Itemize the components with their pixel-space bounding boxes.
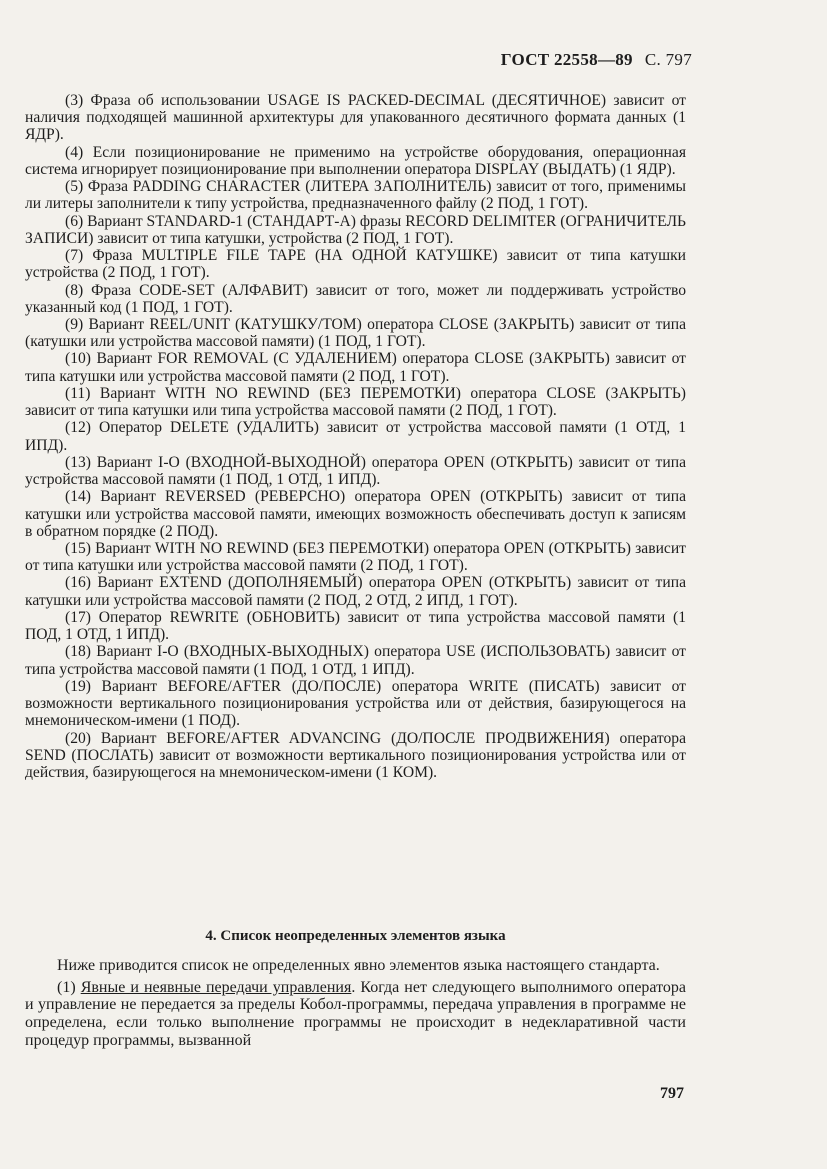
section-intro: Ниже приводится список не определенных явно элементов языка настоящего стандарта.: [57, 957, 660, 974]
list-item: (12) Оператор DELETE (УДАЛИТЬ) зависит от устройства массовой памяти (1 ОТД, 1 ИПД).: [25, 419, 686, 454]
list-item: (8) Фраза CODE-SET (АЛФАВИТ) зависит от того, может ли поддерживать устройство указанный код (1 ПОД, 1 ГОТ).: [25, 281, 686, 316]
page-header: [487, 50, 692, 70]
section-heading: 4. Список неопределенных элементов языка: [205, 928, 506, 944]
list-item: (5) Фраза PADDING CHARACTER (ЛИТЕРА ЗАПОЛНИТЕЛЬ) зависит от того, применимы ли литеры заполнители к типу устройства, предназначенного файлу (2 ПОД, 1 ГОТ).: [25, 178, 686, 213]
list-item: (16) Вариант EXTEND (ДОПОЛНЯЕМЫЙ) оператора OPEN (ОТКРЫТЬ) зависит от типа катушки или устройства массовой памяти (2 ПОД, 2 ОТД, 2 ИПД, 1 ГОТ).: [25, 574, 686, 609]
list-item: (13) Вариант I-O (ВХОДНОЙ-ВЫХОДНОЙ) оператора OPEN (ОТКРЫТЬ) зависит от типа устройства массовой памяти (1 ПОД, 1 ОТД, 1 ИПД).: [25, 453, 686, 489]
list-item: (15) Вариант WITH NO REWIND (БЕЗ ПЕРЕМОТКИ) оператора OPEN (ОТКРЫТЬ) зависит от типа катушки или устройства массовой памяти (2 ПОД, 1 ГОТ).: [25, 540, 686, 575]
list-item: (20) Вариант BEFORE/AFTER ADVANCING (ДО/ПОСЛЕ ПРОДВИЖЕНИЯ) оператора SEND (ПОСЛАТЬ) зависит от возможности вертикального позиционирования устройства или от действия, базирующегося на мнемоническом-имени (1 КОМ).: [25, 729, 686, 781]
list-item: (17) Оператор REWRITE (ОБНОВИТЬ) зависит от типа устройства массовой памяти (1 ПОД, 1 ОТД, 1 ИПД).: [25, 608, 686, 644]
section-body: [25, 957, 686, 1054]
undefined-elements-list: [25, 92, 686, 781]
standard-number: ГОСТ 22558—89: [500, 50, 633, 69]
list-item: (4) Если позиционирование не применимо на устройстве оборудования, операционная система игнорирует позиционирование при выполнении оператора DISPLAY (ВЫДАТЬ) (1 ЯДР).: [25, 143, 686, 178]
section-item-1: [25, 979, 686, 1050]
list-item: (19) Вариант BEFORE/AFTER (ДО/ПОСЛЕ) оператора WRITE (ПИСАТЬ) зависит от возможности вертикального позиционирования устройства или от действия, базирующегося на мнемоническом-имени (1 ПОД).: [25, 677, 686, 730]
list-item: (18) Вариант I-O (ВХОДНЫХ-ВЫХОДНЫХ) оператора USE (ИСПОЛЬЗОВАТЬ) зависит от типа устройства массовой памяти (1 ПОД, 1 ОТД, 1 ИПД).: [25, 643, 686, 678]
item-title: Явные и неявные передачи управления: [80, 978, 352, 996]
list-item: (3) Фраза об использовании USAGE IS PACKED-DECIMAL (ДЕСЯТИЧНОЕ) зависит от наличия подходящей машинной архитектуры для упакованного десятичного формата данных (1 ЯДР).: [25, 92, 686, 144]
page-number: 797: [660, 1085, 684, 1102]
list-item: (11) Вариант WITH NO REWIND (БЕЗ ПЕРЕМОТКИ) оператора CLOSE (ЗАКРЫТЬ) зависит от типа катушки или типа устройства массовой памяти (2 ПОД, 1 ГОТ).: [25, 384, 686, 420]
item-text: . Когда нет следующего выполнимого оператора и управление не передается за пределы Кобол-программы, передача управления в программе не определена, если только выполнение программы не происходит в недекларативной части процедур программы, вызванной: [25, 978, 686, 1049]
list-item: (7) Фраза MULTIPLE FILE TAPE (НА ОДНОЙ КАТУШКЕ) зависит от типа катушки устройства (2 ПОД, 1 ГОТ).: [25, 247, 686, 282]
item-number: (1): [57, 978, 81, 996]
list-item: (9) Вариант REEL/UNIT (КАТУШКУ/ТОМ) оператора CLOSE (ЗАКРЫТЬ) зависит от типа (катушки или устройства массовой памяти) (1 ПОД, 1 ГОТ).: [25, 316, 686, 351]
list-item: (6) Вариант STANDARD-1 (СТАНДАРТ-А) фразы RECORD DELIMITER (ОГРАНИЧИТЕЛЬ ЗАПИСИ) зависит от типа катушки, устройства (2 ПОД, 1 ГОТ).: [25, 212, 686, 247]
list-item: (14) Вариант REVERSED (РЕВЕРСНО) оператора OPEN (ОТКРЫТЬ) зависит от типа катушки или устройства массовой памяти, имеющих возможность обеспечивать доступ к записям в обратном порядке (2 ПОД).: [25, 488, 686, 540]
list-item: (10) Вариант FOR REMOVAL (С УДАЛЕНИЕМ) оператора CLOSE (ЗАКРЫТЬ) зависит от типа катушки или устройства массовой памяти (2 ПОД, 1 ГОТ).: [25, 350, 686, 385]
header-page-number: С. 797: [644, 50, 692, 69]
